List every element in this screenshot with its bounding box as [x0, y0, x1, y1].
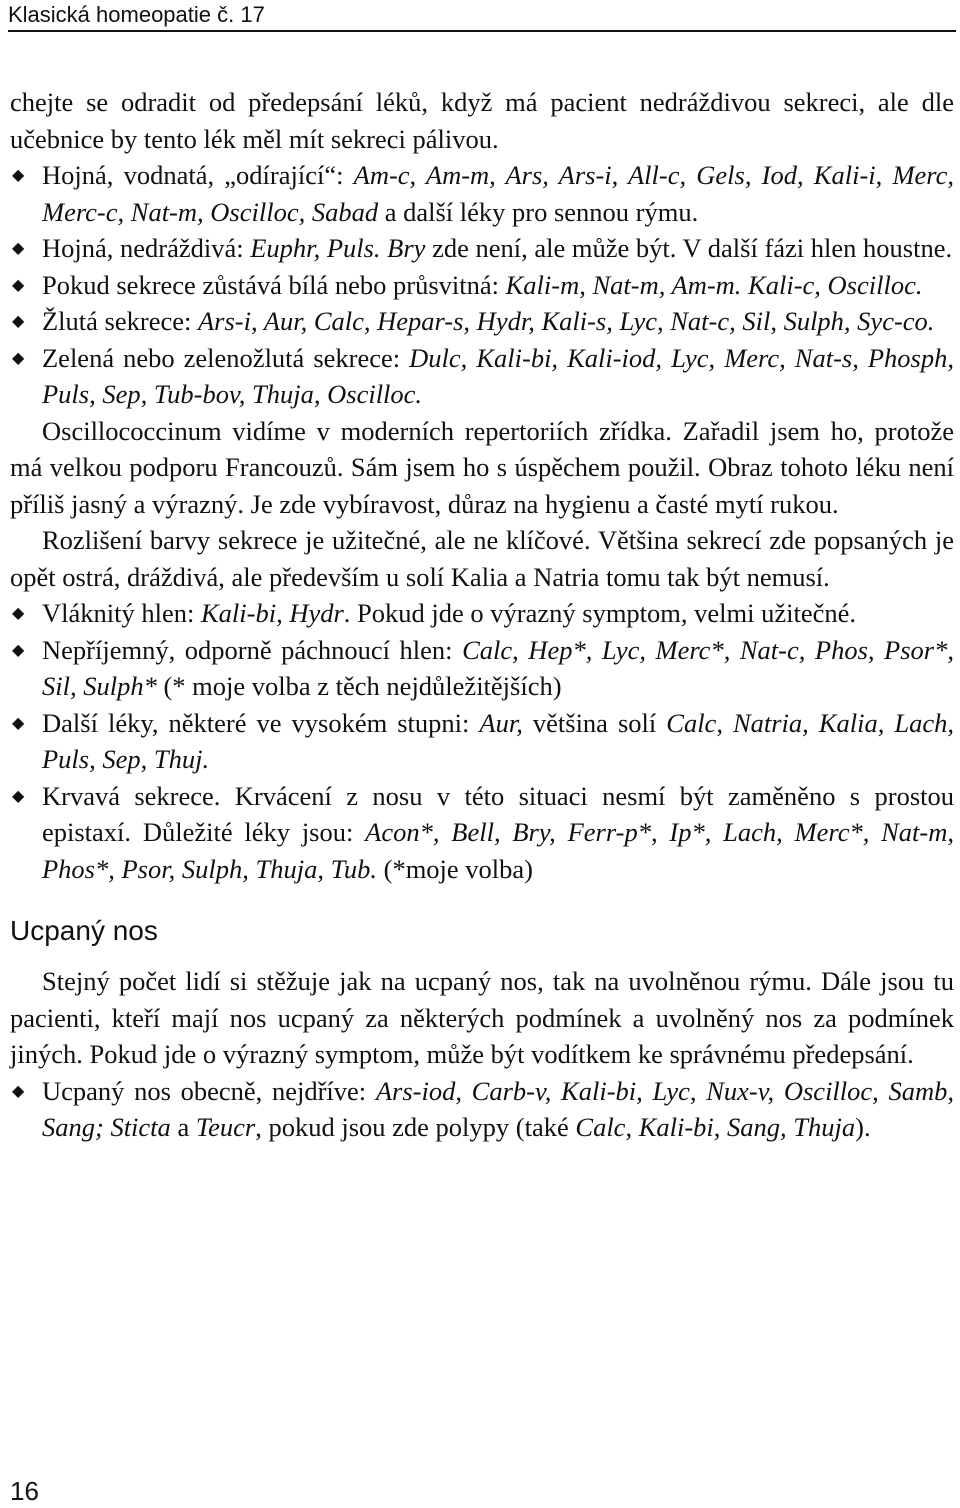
- list-item: ◆ Pokud sekrece zůstává bílá nebo průsvitná: Kali-m, Nat-m, Am-m. Kali-c, Oscilloc.: [10, 267, 954, 304]
- list-item: ◆ Zelená nebo zelenožlutá sekrece: Dulc, Kali-bi, Kali-iod, Lyc, Merc, Nat-s, Phosph, Puls, Sep, Tub-bov, Thuja, Oscilloc.: [10, 340, 954, 413]
- list-item: ◆ Vláknitý hlen: Kali-bi, Hydr. Pokud jde o výrazný symptom, velmi užitečné.: [10, 595, 954, 632]
- diamond-bullet-icon: ◆: [12, 603, 25, 622]
- list-item: ◆ Nepříjemný, odporně páchnoucí hlen: Calc, Hep*, Lyc, Merc*, Nat-c, Phos, Psor*, Sil, Sulph* (* moje volba z těch nejdůležitějších): [10, 632, 954, 705]
- list-item: ◆ Hojná, nedráždivá: Euphr, Puls. Bry zde není, ale může být. V další fázi hlen houstne.: [10, 230, 954, 267]
- diamond-bullet-icon: ◆: [12, 712, 25, 732]
- page-number: 16: [10, 1476, 39, 1506]
- list-item: ◆ Krvavá sekrece. Krvácení z nosu v této situaci nesmí být zaměněno s prostou epistaxí. Důležité léky jsou: Acon*, Bell, Bry, Ferr-p*, Ip*, Lach, Merc*, Nat-m, Phos*, Psor, Sulph, Thuja, Tub. (*moje volba): [10, 778, 954, 888]
- page-body: [10, 84, 954, 1146]
- paragraph: Stejný počet lidí si stěžuje jak na ucpaný nos, tak na uvolněnou rýmu. Dále jsou tu pacienti, kteří mají nos ucpaný za některých podmínek a uvolněný nos za podmínek jiných. Pokud jde o výrazný symptom, může být vodítkem ke správnému předepsání.: [10, 966, 954, 1069]
- diamond-bullet-icon: ◆: [12, 238, 25, 257]
- paragraph: chejte se odradit od předepsání léků, když má pacient nedráždivou sekreci, ale dle učebnice by tento lék měl mít sekreci pálivou.: [10, 87, 954, 154]
- diamond-bullet-icon: ◆: [12, 165, 25, 184]
- list-item: ◆ Hojná, vodnatá, „odírající“: Am-c, Am-m, Ars, Ars-i, All-c, Gels, Iod, Kali-i, Merc, Merc-c, Nat-m, Oscilloc, Sabad a další léky pro sennou rýmu.: [10, 157, 954, 230]
- diamond-bullet-icon: ◆: [12, 347, 25, 367]
- list-item: ◆ Žlutá sekrece: Ars-i, Aur, Calc, Hepar-s, Hydr, Kali-s, Lyc, Nat-c, Sil, Sulph, Syc-co.: [10, 303, 954, 340]
- paragraph: Rozlišení barvy sekrece je užitečné, ale ne klíčové. Většina sekrecí zde popsaných je opět ostrá, dráždivá, ale především u solí Kalia a Natria tomu tak být nemusí.: [10, 525, 954, 592]
- paragraph: Oscillococcinum vidíme v moderních repertoriích zřídka. Zařadil jsem ho, protože má velkou podporu Francouzů. Sám jsem ho s úspěchem použil. Obraz tohoto léku není příliš jasný a výrazný. Je zde vybíravost, důraz na hygienu a časté mytí rukou.: [10, 415, 954, 519]
- list-item: ◆ Další léky, některé ve vysokém stupni: Aur, většina solí Calc, Natria, Kalia, Lach, Puls, Sep, Thuj.: [10, 705, 954, 778]
- diamond-bullet-icon: ◆: [12, 1080, 25, 1100]
- header-rule: [8, 30, 956, 32]
- diamond-bullet-icon: ◆: [12, 785, 25, 805]
- diamond-bullet-icon: ◆: [12, 274, 25, 294]
- section-heading: Ucpaný nos: [10, 915, 158, 946]
- diamond-bullet-icon: ◆: [12, 311, 25, 330]
- list-item: ◆ Ucpaný nos obecně, nejdříve: Ars-iod, Carb-v, Kali-bi, Lyc, Nux-v, Oscilloc, Samb, Sang; Sticta a Teucr, pokud jsou zde polypy (také Calc, Kali-bi, Sang, Thuja).: [10, 1073, 954, 1146]
- running-header: Klasická homeopatie č. 17: [8, 2, 265, 27]
- diamond-bullet-icon: ◆: [12, 639, 25, 659]
